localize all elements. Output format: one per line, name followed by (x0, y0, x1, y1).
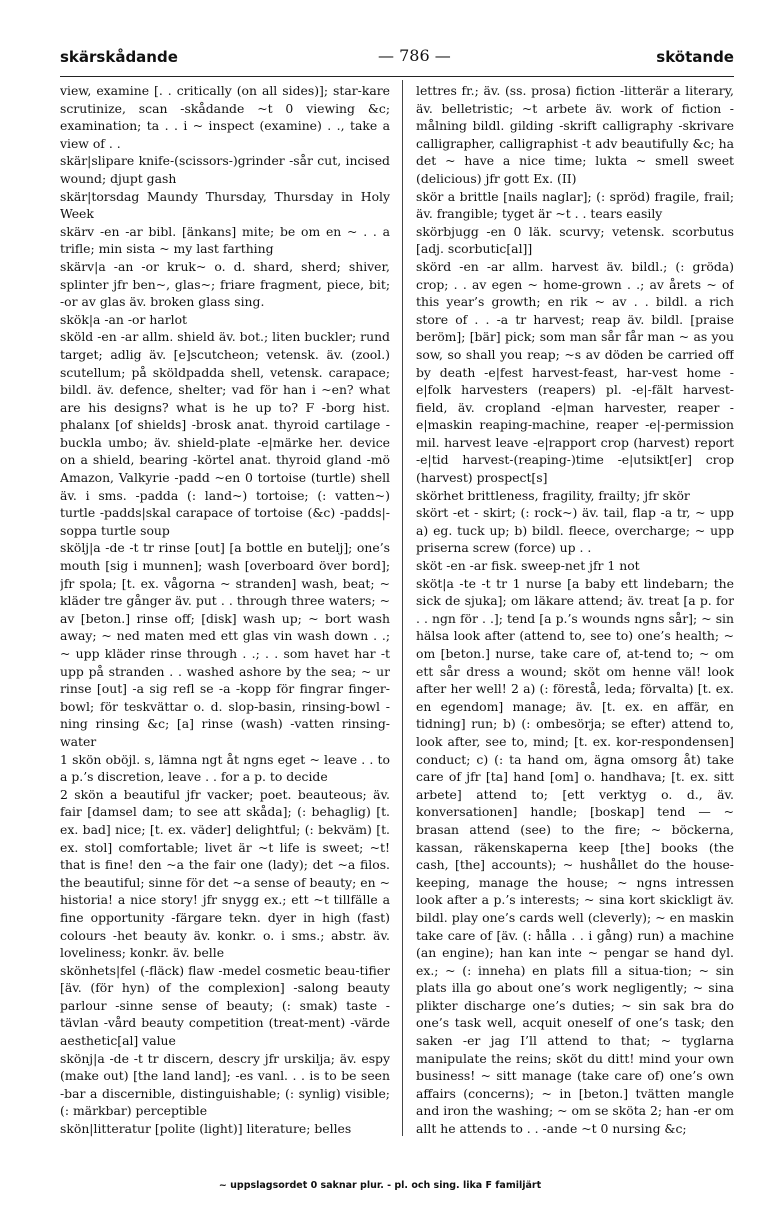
dictionary-entry: skörd -en -ar allm. harvest äv. bildl.; (: gröda) crop; . . av egen ~ home-grown . .; av årets ~ of this year’s growth; en rik ~ av . . bildl. a rich store of . . -a tr harvest; reap äv. bildl. [praise beröm]; [bär] pick; som man sår får man ~ as you sow, so shall you reap; ~s av döden be carried off by death -e|fest harvest-feast, har-vest home -e|folk harvesters (reapers) pl. -e|-fält harvest-field, äv. cropland -e|man harvester, reaper -e|maskin reaping-machine, reaper -e|-permission mil. harvest leave -e|rapport crop (harvest) report -e|tid harvest-(reaping-)time -e|utsikt[er] crop (harvest) prospect[s] (416, 258, 734, 486)
dictionary-entry: skön|litteratur [polite (light)] literature; belles (60, 1121, 352, 1137)
dictionary-entry: skölj|a -de -t tr rinse [out] [a bottle en butelj]; one’s mouth [sig i munnen]; wash [overboard över bord]; jfr spola; [t. ex. vågorna ~ stranden] wash, beat; ~ kläder tre gånger äv. put . . through three waters; ~ av [beton.] rinse off; [disk] wash up; ~ bort wash away; ~ ned maten med ett glas vin wash down . .; ~ upp kläder rinse through . .; . . som havet har -t upp på stranden . . washed ashore by the sea; ~ ur rinse [out] -a sig refl se -a -kopp för fingrar finger-bowl; för teskvättar o. d. slop-basin, rinsing-bowl -ning rinsing &c; [a] rinse (wash) -vatten rinsing-water (60, 540, 390, 749)
left-guide-word: skärskådande (60, 48, 178, 66)
left-column (60, 82, 390, 1142)
right-column (416, 82, 734, 1142)
footer-legend: ~ uppslagsordet 0 saknar plur. - pl. och sing. lika F familjärt (218, 1180, 542, 1191)
dictionary-entry: skönhets|fel (-fläck) flaw -medel cosmetic beau-tifier [äv. (för hyn) of the complexion] -salong beauty parlour -sinne sense of beauty; (: smak) taste -tävlan -vård beauty competition (treat-ment) -värde aesthetic[al] value (60, 962, 390, 1049)
column-divider (402, 80, 403, 1136)
dictionary-entry: skär|slipare knife-(scissors-)grinder -sår cut, incised wound; djupt gash (60, 153, 390, 186)
dictionary-entry: skärv|a -an -or kruk~ o. d. shard, sherd; shiver, splinter jfr ben~, glas~; friare fragment, piece, bit; -or av glas äv. broken glass sing. (60, 258, 390, 310)
header-rule (60, 76, 734, 77)
dictionary-entry: 2 skön a beautiful jfr vacker; poet. beauteous; äv. fair [damsel dam; to see att skåda]; (: behaglig) [t. ex. bad] nice; [t. ex. väder] delightful; (: bekväm) [t. ex. stol] comfortable; livet är ~t life is sweet; ~t! that is fine! den ~a the fair one (lady); det ~a filos. the beautiful; sinne för det ~a sense of beauty; en ~ historia! a nice story! jfr snygg ex.; ett ~t tillfälle a fine opportunity -färgare tekn. dyer in high (fast) colours -het beauty äv. konkr. o. i sms.; abstr. äv. loveliness; konkr. äv. belle (60, 786, 390, 961)
dictionary-entry: skör a brittle [nails naglar]; (: spröd) fragile, frail; äv. frangible; tyget är ~t . . tears easily (416, 188, 734, 222)
page-number: — 786 — (378, 46, 451, 65)
dictionary-entry: skärv -en -ar bibl. [änkans] mite; be om en ~ . . a trifle; min sista ~ my last farthing (60, 223, 390, 257)
dictionary-entry: skök|a -an -or harlot (60, 311, 188, 327)
dictionary-entry: lettres fr.; äv. (ss. prosa) fiction -litterär a literary, äv. belletristic; ~t arbete äv. work of fiction -målning bildl. gilding -skrift calligraphy -skrivare calligrapher, calligraphist -t adv beautifully &c; ha det ~ have a nice time; lukta ~ smell sweet (delicious) jfr gott Ex. (II) (416, 83, 734, 186)
dictionary-entry: sköt -en -ar fisk. sweep-net jfr 1 not (416, 558, 640, 574)
dictionary-entry: view, examine [. . critically (on all sides)]; star-kare scrutinize, scan -skådande ~t 0 viewing &c; examination; ta . . i ~ inspect (examine) . ., take a view of . . (60, 83, 390, 151)
dictionary-entry: skönj|a -de -t tr discern, descry jfr urskilja; äv. espy (make out) [the land land]; -es vanl. . . is to be seen -bar a discernible, distinguishable; (: synlig) visible; (: märkbar) perceptible (60, 1050, 390, 1119)
dictionary-entry: 1 skön oböjl. s, lämna ngt åt ngns eget ~ leave . . to a p.’s discretion, leave . . for a p. to decide (60, 751, 390, 785)
dictionary-entry: skörbjugg -en 0 läk. scurvy; vetensk. scorbutus [adj. scorbutic[al]] (416, 223, 734, 257)
page-header (60, 48, 734, 72)
dictionary-entry: skär|torsdag Maundy Thursday, Thursday in Holy Week (60, 188, 390, 222)
right-guide-word: skötande (656, 48, 734, 66)
dictionary-entry: sköt|a -te -t tr 1 nurse [a baby ett lindebarn; the sick de sjuka]; om läkare attend; äv. treat [a p. for . . ngn för . .]; tend [a p.’s wounds ngns sår]; ~ sin hälsa look after (attend to, see to) one’s health; ~ om [beton.] nurse, take care of, at-tend to; ~ om ett sår dress a wound; sköt om henne väl! look after her well! 2 a) (: förestå, leda; förvalta) [t. ex. en egendom] manage; äv. [t. ex. en affär, en tidning] run; b) (: ombesörja; se efter) attend to, look after, see to, mind; [t. ex. kor-respondensen] conduct; c) (: ta hand om, ägna omsorg åt) take care of jfr [ta] hand [om] o. handhava; [t. ex. sitt arbete] attend to; [ett verktyg o. d., äv. konversationen] handle; [boskap] tend — ~ brasan attend (see) to the fire; ~ böckerna, kassan, räkenskaperna keep [the] books (the cash, [the] accounts); ~ hushållet do the house-keeping, manage the house; ~ ngns intressen look after a p.’s interests; ~ sina kort skickligt äv. bildl. play one’s cards well (cleverly); ~ en maskin take care of [äv. (: hålla . . i gång) run) a machine (an engine); han kan inte ~ pengar se hand dyl. ex.; ~ (: inneha) en plats fill a situa-tion; ~ sin plats illa go about one’s work negligently; ~ sina plikter discharge one’s duties; ~ sin sak bra do one’s task well, acquit oneself of one’s task; den saken -er jag I’ll attend to that; ~ tyglarna manipulate the reins; sköt du ditt! mind your own business! ~ sitt manage (take care of) one’s own affairs (concerns); ~ in [beton.] tvätten mangle and iron the washing; ~ om se sköta 2; han -er om allt he attends to . . -ande ~t 0 nursing &c; (416, 575, 734, 1137)
dictionary-entry: skörhet brittleness, fragility, frailty; jfr skör (416, 487, 690, 503)
dictionary-entry: skört -et - skirt; (: rock~) äv. tail, flap -a tr, ~ upp a) eg. tuck up; b) bildl. fleece, overcharge; ~ upp priserna screw (force) up . . (416, 505, 734, 556)
dictionary-entry: sköld -en -ar allm. shield äv. bot.; liten buckler; rund target; adlig äv. [e]scutcheon; vetensk. äv. (zool.) scutellum; på sköldpadda shell, vetensk. carapace; bildl. äv. defence, shelter; vad för han i ~en? what are his designs? what is he up to? F -borg hist. phalanx [of shields] -brosk anat. thyroid cartilage -buckla umbo; äv. shield-plate -e|märke her. device on a shield, bearing -körtel anat. thyroid gland -mö Amazon, Valkyrie -padd ~en 0 tortoise (turtle) shell äv. i sms. -padda (: land~) tortoise; (: vatten~) turtle -padds|skal carapace of tortoise (&c) -padds|-soppa turtle soup (60, 329, 390, 538)
